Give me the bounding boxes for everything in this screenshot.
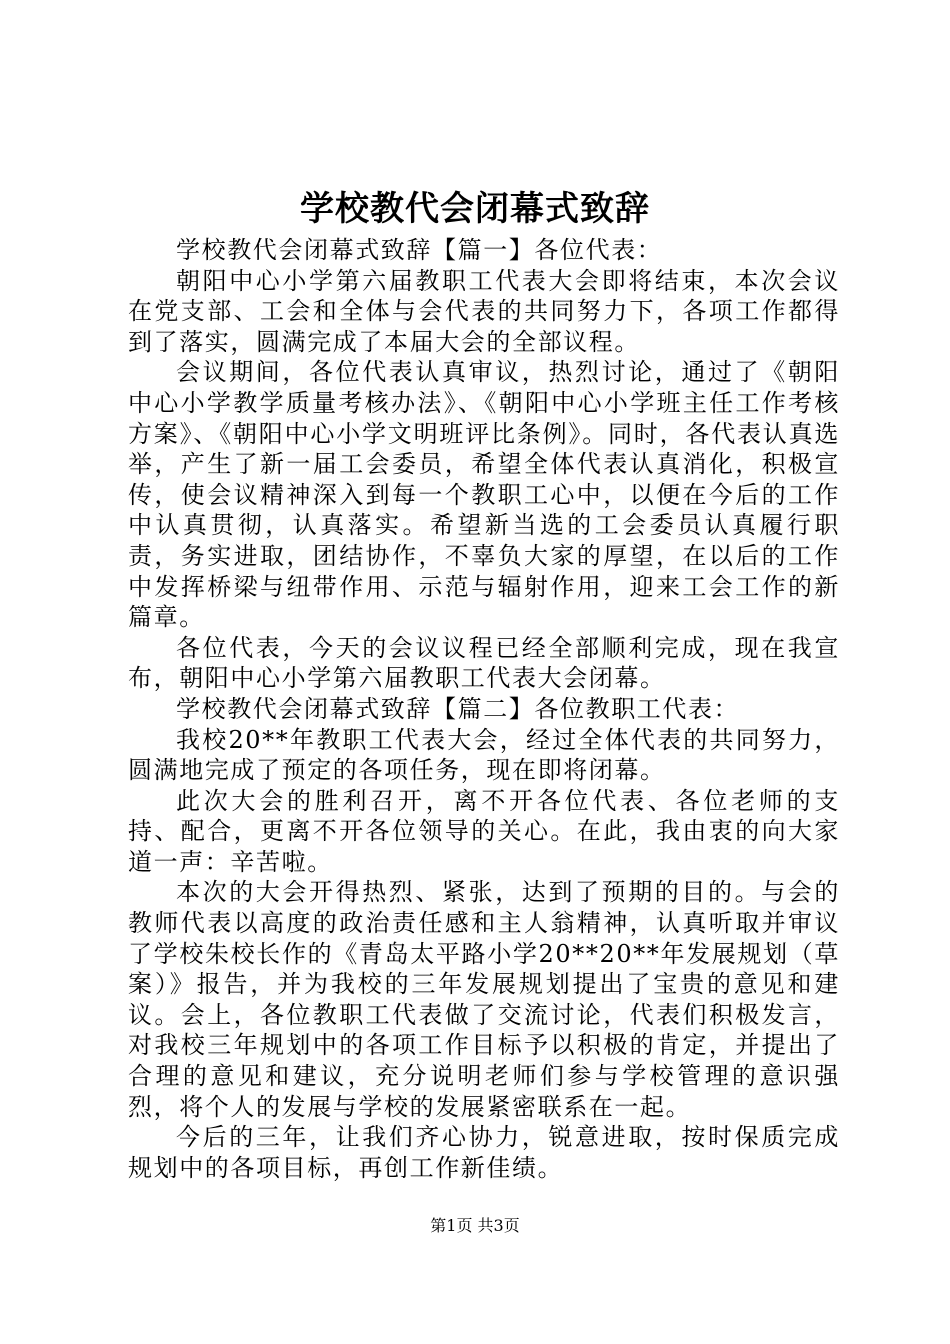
paragraph: 朝阳中心小学第六届教职工代表大会即将结束，本次会议在党支部、工会和全体与会代表的共同努力下，各项工作都得到了落实，圆满完成了本届大会的全部议程。 bbox=[128, 266, 840, 356]
paragraph: 我校20**年教职工代表大会，经过全体代表的共同努力，圆满地完成了预定的各项任务，现在即将闭幕。 bbox=[128, 725, 840, 785]
paragraph: 此次大会的胜利召开，离不开各位代表、各位老师的支持、配合，更离不开各位领导的关心。在此，我由衷的向大家道一声：辛苦啦。 bbox=[128, 786, 840, 876]
document-title: 学校教代会闭幕式致辞 bbox=[300, 189, 650, 229]
paragraph: 各位代表，今天的会议议程已经全部顺利完成，现在我宣布，朝阳中心小学第六届教职工代表大会闭幕。 bbox=[128, 633, 840, 693]
page-number-footer: 第1页 共3页 bbox=[430, 1216, 520, 1235]
document-body bbox=[128, 235, 840, 1183]
paragraph-section-two-heading: 学校教代会闭幕式致辞【篇二】各位教职工代表： bbox=[176, 694, 740, 723]
paragraph-section-one-heading: 学校教代会闭幕式致辞【篇一】各位代表： bbox=[176, 236, 663, 264]
paragraph: 今后的三年，让我们齐心协力，锐意进取，按时保质完成规划中的各项目标，再创工作新佳绩。 bbox=[128, 1123, 840, 1182]
paragraph: 会议期间，各位代表认真审议，热烈讨论，通过了《朝阳中心小学教学质量考核办法》、《朝阳中心小学班主任工作考核方案》、《朝阳中心小学文明班评比条例》。同时，各代表认真选举，产生了新一届工会委员，希望全体代表认真消化，积极宣传，使会议精神深入到每一个教职工心中，以便在今后的工作中认真贯彻，认真落实。希望新当选的工会委员认真履行职责，务实进取，团结协作，不辜负大家的厚望，在以后的工作中发挥桥梁与纽带作用、示范与辐射作用，迎来工会工作的新篇章。 bbox=[128, 358, 840, 632]
paragraph: 本次的大会开得热烈、紧张，达到了预期的目的。与会的教师代表以高度的政治责任感和主人翁精神，认真听取并审议了学校朱校长作的《青岛太平路小学20**20**年发展规划（草案）》报告，并为我校的三年发展规划提出了宝贵的意见和建议。会上，各位教职工代表做了交流讨论，代表们积极发言，对我校三年规划中的各项工作目标予以积极的肯定，并提出了合理的意见和建议，充分说明老师们参与学校管理的意识强烈，将个人的发展与学校的发展紧密联系在一起。 bbox=[128, 878, 840, 1121]
